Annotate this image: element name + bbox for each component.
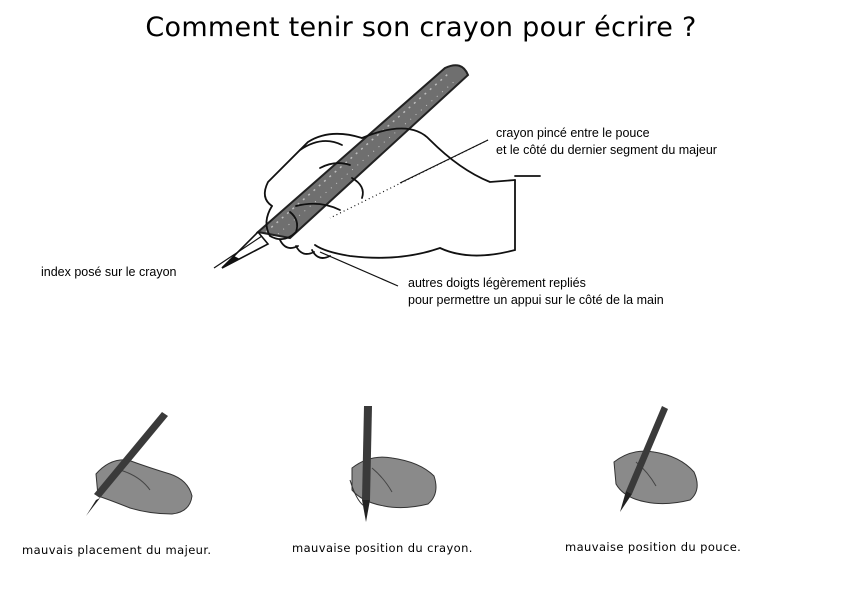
page-title: Comment tenir son crayon pour écrire ? — [145, 12, 697, 43]
annotation-fingers-line-1: autres doigts légèrement repliés — [408, 276, 586, 290]
example-1-caption: mauvais placement du majeur. — [22, 543, 212, 557]
example-2-hand — [350, 406, 436, 522]
example-3-caption: mauvaise position du pouce. — [565, 540, 742, 554]
annotation-pinch-line-2: et le côté du dernier segment du majeur — [496, 143, 717, 157]
annotation-fingers-line-2: pour permettre un appui sur le côté de la main — [408, 293, 664, 307]
annotation-pinch-line-1: crayon pincé entre le pouce — [496, 126, 650, 140]
example-2-caption: mauvaise position du crayon. — [292, 541, 473, 555]
example-3-hand — [614, 406, 697, 512]
example-1-hand — [86, 412, 192, 516]
annotation-index: index posé sur le crayon — [41, 265, 177, 279]
